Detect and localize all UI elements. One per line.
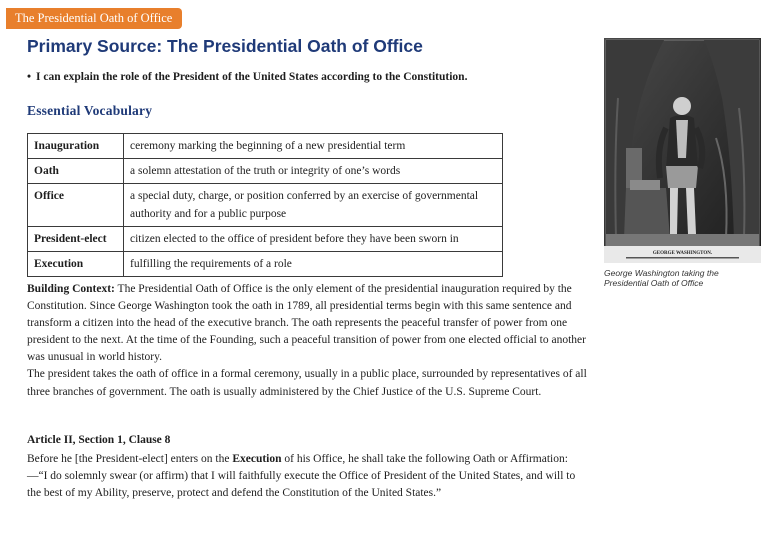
table-row (28, 159, 503, 184)
table-row (28, 134, 503, 159)
vocab-term: Inauguration (28, 134, 124, 159)
vocabulary-heading: Essential Vocabulary (27, 103, 153, 118)
vocab-term: President-elect (28, 227, 124, 252)
vocab-definition: a special duty, charge, or position conferred by an exercise of governmental authority and for a public purpose (124, 184, 503, 227)
engraving-title: GEORGE WASHINGTON. (652, 251, 713, 256)
vocab-definition: a solemn attestation of the truth or integrity of one’s words (124, 159, 503, 184)
article-emphasis: Execution (232, 453, 282, 465)
vocab-definition: citizen elected to the office of president before they have been sworn in (124, 227, 503, 252)
objective-text: I can explain the role of the President of the United States according to the Constitution. (36, 71, 468, 83)
article-text (27, 451, 587, 502)
washington-engraving-image (604, 38, 761, 263)
article-text-after: of his Office, he shall take the following Oath or Affirmation:—“I do solemnly swear (or affirm) that I will faithfully execute the Office of President of the United States, and will to the best of my Ability, preserve, protect and defend the Constitution of the United States.” (27, 453, 576, 499)
table-row (28, 184, 503, 227)
vocab-term: Oath (28, 159, 124, 184)
vocab-term: Office (28, 184, 124, 227)
vocab-definition: fulfilling the requirements of a role (124, 252, 503, 277)
section-tab: The Presidential Oath of Office (6, 8, 182, 29)
bullet-icon: • (27, 71, 32, 83)
engraving-illustration (604, 38, 761, 263)
page-title: Primary Source: The Presidential Oath of Office (27, 36, 423, 56)
vocab-definition: ceremony marking the beginning of a new presidential term (124, 134, 503, 159)
context-paragraph-1 (27, 281, 587, 366)
vocab-term: Execution (28, 252, 124, 277)
article-heading: Article II, Section 1, Clause 8 (27, 434, 171, 446)
image-caption: George Washington taking the Presidential Oath of Office (604, 268, 719, 288)
context-label: Building Context: (27, 283, 115, 295)
context-paragraph-2: The president takes the oath of office in a formal ceremony, usually in a public place, surrounded by representatives of all three branches of government. The oath is usually administered by the Chief Justice of the U.S. Supreme Court. (27, 368, 587, 398)
constitution-excerpt (27, 432, 587, 502)
table-row (28, 227, 503, 252)
learning-objective (27, 71, 467, 83)
vocabulary-table (27, 133, 503, 277)
context-text-1: The Presidential Oath of Office is the only element of the presidential inauguration required by the Constitution. Since George Washington took the oath in 1789, all presidential terms begin with this same sentence and transform a citizen into the head of the executive branch. The oath represents the peaceful transfer of power from one president to the next. At the time of the Founding, such a peaceful transition of power from one elected official to another was unusual in world history. (27, 283, 586, 364)
table-row (28, 252, 503, 277)
building-context (27, 281, 587, 401)
article-text-before: Before he [the President-elect] enters on the (27, 453, 233, 465)
